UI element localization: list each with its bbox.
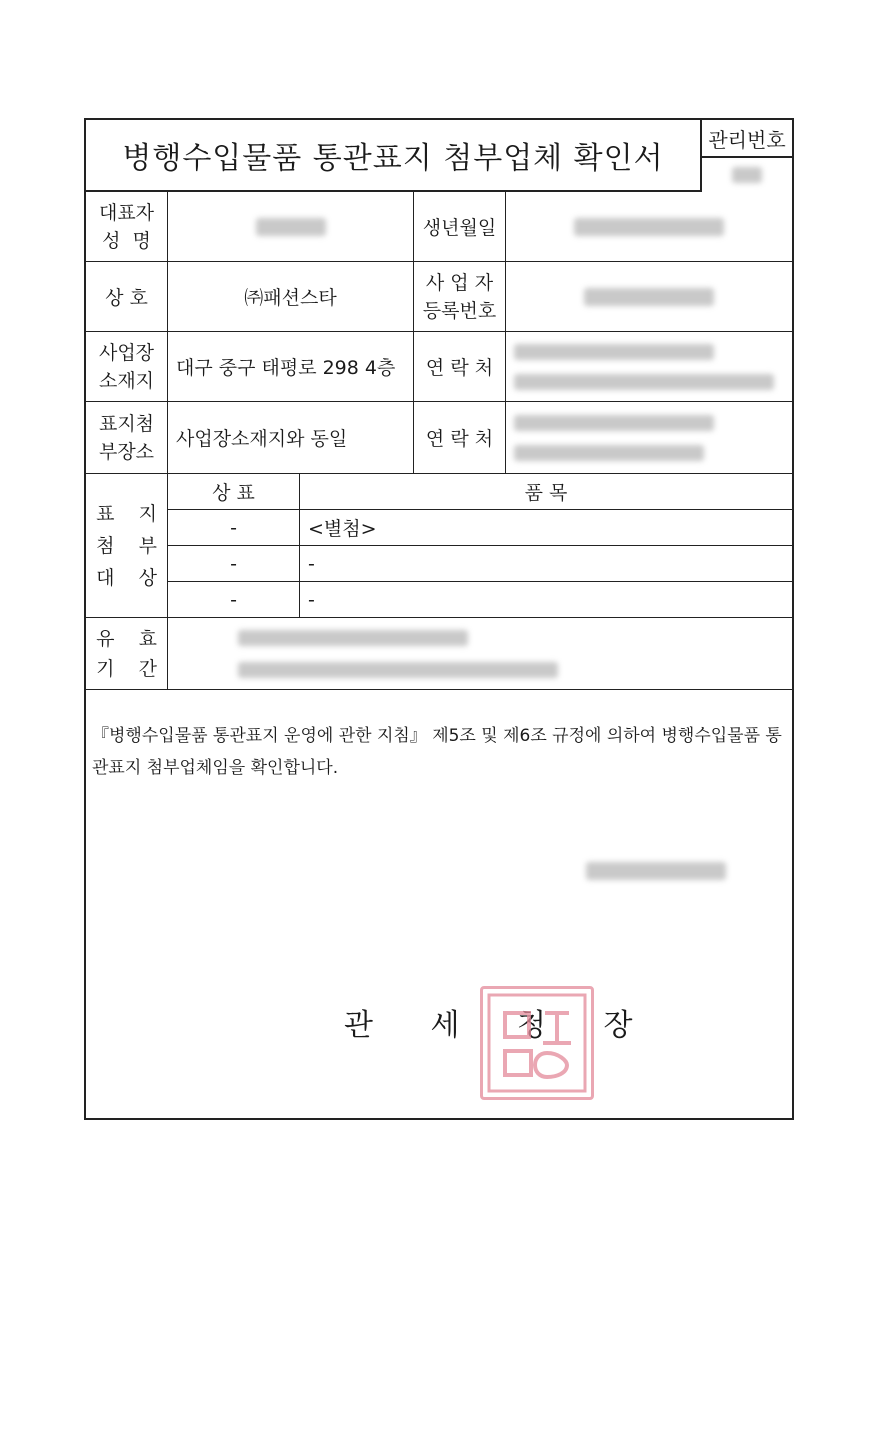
validity-value — [168, 618, 792, 690]
trademark-header: 상 표 — [168, 474, 300, 510]
target-item-2: - — [300, 546, 792, 582]
statement-text: 『병행수입물품 통관표지 운영에 관한 지침』 제5조 및 제6조 규정에 의하여 병행수입물품 통관표지 첨부업체임을 확인합니다. — [92, 726, 782, 778]
attach-place-label: 표지첨 부장소 — [86, 402, 168, 474]
biz-reg-value — [506, 262, 792, 332]
contact2-label: 연 락 처 — [414, 402, 506, 474]
birth-label: 생년월일 — [414, 192, 506, 262]
seal-icon — [485, 991, 589, 1095]
target-item-1: <별첨> — [300, 510, 792, 546]
attach-place-value: 사업장소재지와 동일 — [168, 402, 414, 474]
confirmation-document — [84, 118, 794, 1120]
target-trademark-2: - — [168, 546, 300, 582]
management-number-box — [702, 120, 792, 192]
representative-label: 대표자 성 명 — [86, 192, 168, 262]
management-number-value — [702, 158, 792, 192]
birth-value — [506, 192, 792, 262]
target-item-3: - — [300, 582, 792, 618]
official-seal — [480, 986, 594, 1100]
biz-location-label: 사업장 소재지 — [86, 332, 168, 402]
management-number-label: 관리번호 — [702, 120, 792, 158]
representative-value — [168, 192, 414, 262]
biz-location-value: 대구 중구 태평로 298 4층 — [168, 332, 414, 402]
target-trademark-3: - — [168, 582, 300, 618]
item-header: 품 목 — [300, 474, 792, 510]
company-label: 상 호 — [86, 262, 168, 332]
contact-value — [506, 332, 792, 402]
issue-date — [586, 862, 726, 884]
document-title: 병행수입물품 통관표지 첨부업체 확인서 — [86, 120, 702, 192]
contact2-value — [506, 402, 792, 474]
target-label: 표 지 첨 부 대 상 — [86, 474, 168, 618]
contact-label: 연 락 처 — [414, 332, 506, 402]
company-value: ㈜패션스타 — [168, 262, 414, 332]
issuer-title: 관 세 청 장 — [344, 1008, 657, 1043]
target-trademark-1: - — [168, 510, 300, 546]
validity-label: 유 효 기 간 — [86, 618, 168, 690]
biz-reg-label: 사 업 자 등록번호 — [414, 262, 506, 332]
